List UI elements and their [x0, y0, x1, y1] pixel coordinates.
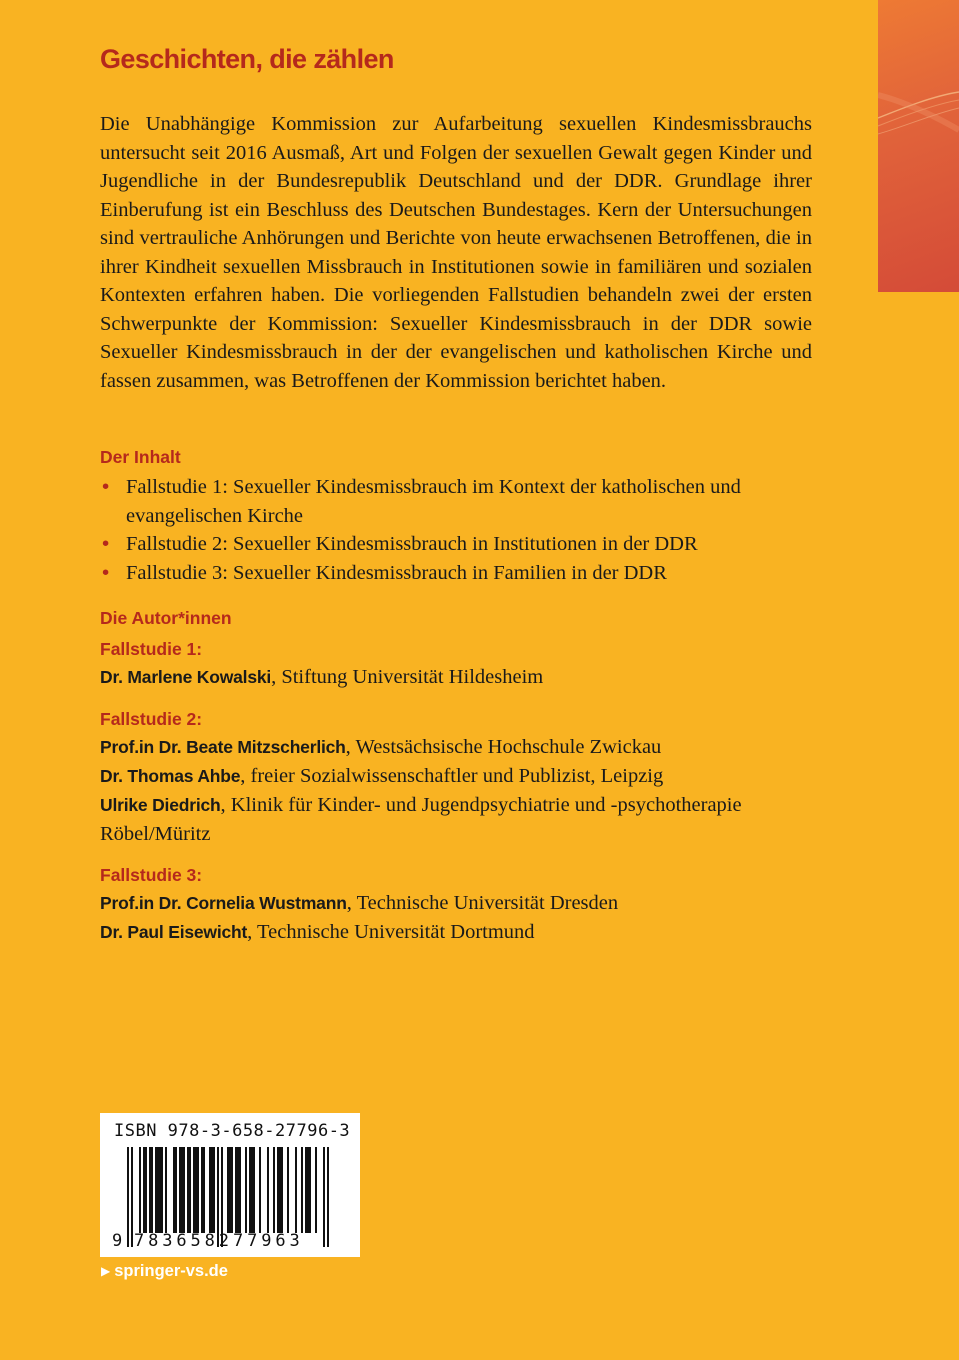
author-affiliation: , Technische Universität Dresden	[346, 892, 619, 914]
case-study-2-label: Fallstudie 2:	[100, 709, 203, 729]
case-study-3-label: Fallstudie 3:	[100, 865, 203, 885]
author-entry	[100, 663, 820, 692]
isbn-barcode	[100, 1113, 360, 1257]
isbn-text: ISBN 978-3-658-27796-3	[114, 1121, 351, 1141]
publisher-website-link[interactable]	[101, 1262, 228, 1281]
case-study-1-label: Fallstudie 1:	[100, 639, 203, 659]
author-name: Dr. Paul Eisewicht	[100, 922, 248, 942]
ean-first-digit: 9	[112, 1231, 123, 1251]
contents-list	[100, 473, 812, 587]
arrow-right-icon: ▶	[101, 1264, 111, 1278]
author-entry	[100, 762, 820, 791]
website-label: springer-vs.de	[114, 1262, 228, 1280]
intro-paragraph: Die Unabhängige Kommission zur Aufarbeitung sexuellen Kindesmissbrauchs untersucht seit 2016 Ausmaß, Art und Folgen der sexuellen Gewalt gegen Kinder und Jugendliche in der Bundesrepublik Deutschland und der DDR. Grundlage ihrer Einberufung ist ein Beschluss des Deutschen Bundestages. Kern der Untersuchungen sind vertrauliche Anhörungen und Berichte von heute erwachsenen Betroffenen, die in ihrer Kindheit sexuellen Missbrauch in Institutionen sowie in familiären und sozialen Kontexten erfahren haben. Die vorliegenden Fallstudien behandeln zwei der ersten Schwerpunkte der Kommission: Sexueller Kindesmissbrauch in der DDR sowie Sexueller Kindesmissbrauch in der der evangelischen und katholischen Kirche und fassen zusammen, was Betroffenen der Kommission berichtet haben.	[100, 113, 812, 392]
contents-item: • Fallstudie 2: Sexueller Kindesmissbrauch in Institutionen in der DDR	[100, 530, 812, 559]
author-name: Dr. Marlene Kowalski	[100, 667, 272, 687]
contents-item: • Fallstudie 3: Sexueller Kindesmissbrauch in Familien in der DDR	[100, 559, 812, 588]
author-entry	[100, 733, 820, 762]
ean-digits: 783658277963	[134, 1231, 304, 1251]
page-title: Geschichten, die zählen	[100, 44, 394, 74]
author-name: Dr. Thomas Ahbe	[100, 766, 241, 786]
author-affiliation: , Westsächsische Hochschule Zwickau	[345, 736, 662, 758]
author-name: Ulrike Diedrich	[100, 795, 221, 815]
author-affiliation: , Klinik für Kinder- und Jugendpsychiatrie und -psychotherapie Röbel/Müritz	[100, 794, 742, 845]
author-entry	[100, 918, 820, 947]
author-affiliation: , Technische Universität Dortmund	[247, 921, 535, 943]
author-affiliation: , Stiftung Universität Hildesheim	[271, 666, 544, 688]
corner-color-band	[878, 0, 959, 292]
author-name: Prof.in Dr. Beate Mitzscherlich	[100, 737, 346, 757]
author-affiliation: , freier Sozialwissenschaftler und Publizist, Leipzig	[240, 765, 664, 787]
author-entry	[100, 791, 820, 848]
author-name: Prof.in Dr. Cornelia Wustmann	[100, 893, 347, 913]
swoosh-graphic	[878, 0, 959, 292]
author-entry	[100, 889, 820, 918]
authors-heading: Die Autor*innen	[100, 608, 232, 628]
contents-heading: Der Inhalt	[100, 447, 181, 467]
contents-item: • Fallstudie 1: Sexueller Kindesmissbrauch im Kontext der katholischen und evangelischen Kirche	[100, 473, 812, 530]
